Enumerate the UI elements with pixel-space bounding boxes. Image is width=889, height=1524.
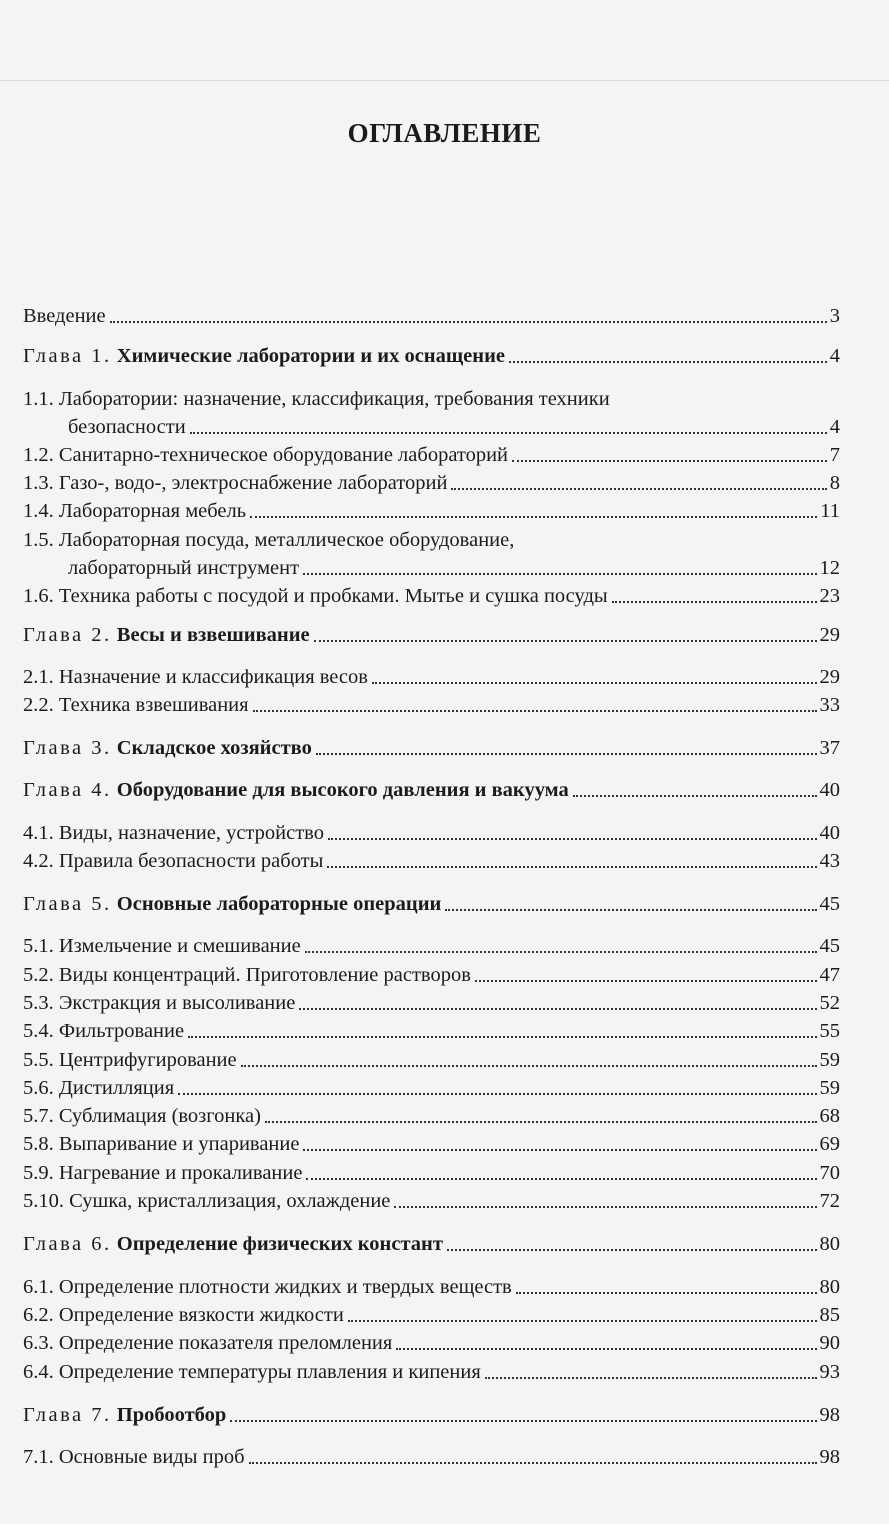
dot-leader [372,682,817,684]
dot-leader [188,1036,816,1038]
dot-leader [451,488,826,490]
dot-leader [253,710,817,712]
toc-entry-label: 5.10. Сушка, кристаллизация, охлаждение [23,1190,391,1212]
toc-page-number: 69 [819,1133,840,1155]
dot-leader [327,866,816,868]
toc-entry-label: 2.2. Техника взвешивания [23,694,249,716]
chapter-prefix: Глава 7. [23,1404,112,1426]
dot-leader [485,1377,817,1379]
toc-entry-label: 5.4. Фильтрование [23,1020,185,1042]
toc-page-number: 45 [819,935,840,957]
toc-chapter-6[interactable] [23,1231,840,1257]
chapter-prefix: Глава 6. [23,1233,112,1255]
dot-leader [612,601,817,603]
dot-leader [110,321,827,323]
toc-entry-5-6[interactable] [23,1075,840,1101]
toc-page-number: 7 [829,444,840,466]
toc-page-number: 12 [819,557,840,579]
dot-leader [303,573,816,575]
toc-entry-label: 6.2. Определение вязкости жидкости [23,1304,344,1326]
chapter-title: Пробоотбор [116,1404,227,1426]
dot-leader [230,1420,816,1422]
toc-entry-1-4[interactable] [23,498,840,524]
dot-leader [178,1093,816,1095]
toc-entry-label: 5.1. Измельчение и смешивание [23,935,301,957]
toc-entry-label: 4.1. Виды, назначение, устройство [23,822,324,844]
chapter-title: Весы и взвешивание [116,624,310,646]
toc-page-number: 70 [819,1162,840,1184]
toc-entry-label: 4.2. Правила безопасности работы [23,850,324,872]
toc-entry-5-2[interactable] [23,962,840,988]
toc-page-number: 68 [819,1105,840,1127]
chapter-title: Основные лабораторные операции [116,893,442,915]
chapter-prefix: Глава 3. [23,737,112,759]
toc-page-number: 4 [829,345,840,367]
dot-leader [348,1320,817,1322]
toc-page-number: 45 [819,893,840,915]
toc-chapter-3[interactable] [23,735,840,761]
toc-entry-4-2[interactable] [23,848,840,874]
dot-leader [516,1292,817,1294]
toc-chapter-1[interactable] [23,343,840,369]
toc-page-number: 40 [819,822,840,844]
toc-entry-label: 1.3. Газо-, водо-, электроснабжение лабораторий [23,472,448,494]
toc-entry-5-3[interactable] [23,990,840,1016]
toc-entry-label: 5.3. Экстракция и высоливание [23,992,296,1014]
toc-page-number: 11 [820,500,840,522]
toc-entry-5-4[interactable] [23,1018,840,1044]
toc-entry-label: Введение [23,305,106,327]
toc-entry-5-1[interactable] [23,933,840,959]
toc-entry-1-2[interactable] [23,442,840,468]
toc-page-number: 85 [819,1304,840,1326]
toc-page-number: 80 [819,1233,840,1255]
toc-page-number: 8 [829,472,840,494]
toc-entry-label: 5.2. Виды концентраций. Приготовление растворов [23,964,471,986]
toc-entry-label: лабораторный инструмент [68,557,300,579]
toc-entry-2-2[interactable] [23,692,840,718]
toc-page-number: 29 [819,624,840,646]
toc-page-number: 98 [819,1446,840,1468]
dot-leader [316,753,817,755]
toc-entry-6-1[interactable] [23,1274,840,1300]
toc-page-number: 29 [819,666,840,688]
toc-page-number: 37 [819,737,840,759]
dot-leader [475,980,817,982]
chapter-title: Складское хозяйство [116,737,312,759]
dot-leader [396,1348,816,1350]
chapter-title: Определение физических констант [116,1233,443,1255]
toc-entry-1-1-line1[interactable]: 1.1. Лаборатории: назначение, классификация, требования техники [23,388,610,410]
toc-entry-label: 1.4. Лабораторная мебель [23,500,247,522]
toc-page-number: 33 [819,694,840,716]
toc-entry-1-3[interactable] [23,470,840,496]
toc-entry-6-3[interactable] [23,1330,840,1356]
toc-chapter-7[interactable] [23,1402,840,1428]
dot-leader [445,909,816,911]
toc-chapter-4[interactable] [23,777,840,803]
toc-entry-6-4[interactable] [23,1359,840,1385]
dot-leader [250,516,817,518]
chapter-prefix: Глава 4. [23,779,112,801]
toc-entry-1-5[interactable] [23,555,840,581]
page-title: ОГЛАВЛЕНИЕ [347,118,542,148]
dot-leader [305,951,817,953]
toc-entry-2-1[interactable] [23,664,840,690]
dot-leader [512,460,827,462]
toc-entry-1-5-line1[interactable]: 1.5. Лабораторная посуда, металлическое оборудование, [23,529,515,551]
dot-leader [299,1008,816,1010]
dot-leader [328,838,817,840]
dot-leader [314,640,817,642]
toc-entry-label: 1.6. Техника работы с посудой и пробками. Мытье и сушка посуды [23,585,608,607]
toc-entry-5-8[interactable] [23,1131,840,1157]
chapter-prefix: Глава 2. [23,624,112,646]
toc-entry-1-6[interactable] [23,583,840,609]
chapter-title: Химические лаборатории и их оснащение [116,345,505,367]
toc-entry-4-1[interactable] [23,820,840,846]
dot-leader [573,795,817,797]
toc-entry-label: 5.9. Нагревание и прокаливание [23,1162,303,1184]
toc-page-number: 90 [819,1332,840,1354]
toc-entry-label: 5.6. Дистилляция [23,1077,175,1099]
toc-page-number: 59 [819,1049,840,1071]
dot-leader [190,432,827,434]
dot-leader [303,1149,816,1151]
toc-page-number: 3 [829,305,840,327]
toc-page-number: 72 [819,1190,840,1212]
toc-page-number: 40 [819,779,840,801]
dot-leader [241,1065,817,1067]
toc-entry-label: 5.7. Сублимация (возгонка) [23,1105,261,1127]
toc-entry-label: 6.4. Определение температуры плавления и кипения [23,1361,481,1383]
toc-entry-6-2[interactable] [23,1302,840,1328]
dot-leader [447,1249,817,1251]
chapter-prefix: Глава 5. [23,893,112,915]
toc-entry-label: безопасности [68,416,186,438]
toc-entry-5-5[interactable] [23,1047,840,1073]
toc-page-number: 55 [819,1020,840,1042]
toc-page-number: 52 [819,992,840,1014]
toc-entry-label: 5.5. Центрифугирование [23,1049,237,1071]
toc-entry-label: 5.8. Выпаривание и упаривание [23,1133,300,1155]
toc-entry-label: 6.1. Определение плотности жидких и твердых веществ [23,1276,512,1298]
toc-page-number: 43 [819,850,840,872]
toc-page-number: 59 [819,1077,840,1099]
toc-entry-label: 6.3. Определение показателя преломления [23,1332,393,1354]
toc-entry-5-7[interactable] [23,1103,840,1129]
header-rule [0,80,889,81]
toc-entry-5-9[interactable] [23,1160,840,1186]
dot-leader [509,361,827,363]
toc-entry-1-1[interactable] [23,414,840,440]
chapter-prefix: Глава 1. [23,345,112,367]
dot-leader [306,1178,816,1180]
chapter-title: Оборудование для высокого давления и вакуума [116,779,569,801]
toc-entry-label: 2.1. Назначение и классификация весов [23,666,368,688]
toc-page-number: 80 [819,1276,840,1298]
dot-leader [249,1462,817,1464]
toc-entry-7-1[interactable] [23,1444,840,1470]
toc-entry-intro[interactable] [23,303,840,329]
toc-page-number: 23 [819,585,840,607]
toc-entry-label: 7.1. Основные виды проб [23,1446,245,1468]
toc-entry-5-10[interactable] [23,1188,840,1214]
dot-leader [394,1206,816,1208]
toc-entry-label: 1.2. Санитарно-техническое оборудование лабораторий [23,444,509,466]
dot-leader [265,1121,817,1123]
toc-chapter-2[interactable] [23,622,840,648]
toc-page-number: 47 [819,964,840,986]
toc-chapter-5[interactable] [23,891,840,917]
toc-page-number: 93 [819,1361,840,1383]
toc-page-number: 4 [829,416,840,438]
toc-page-number: 98 [819,1404,840,1426]
